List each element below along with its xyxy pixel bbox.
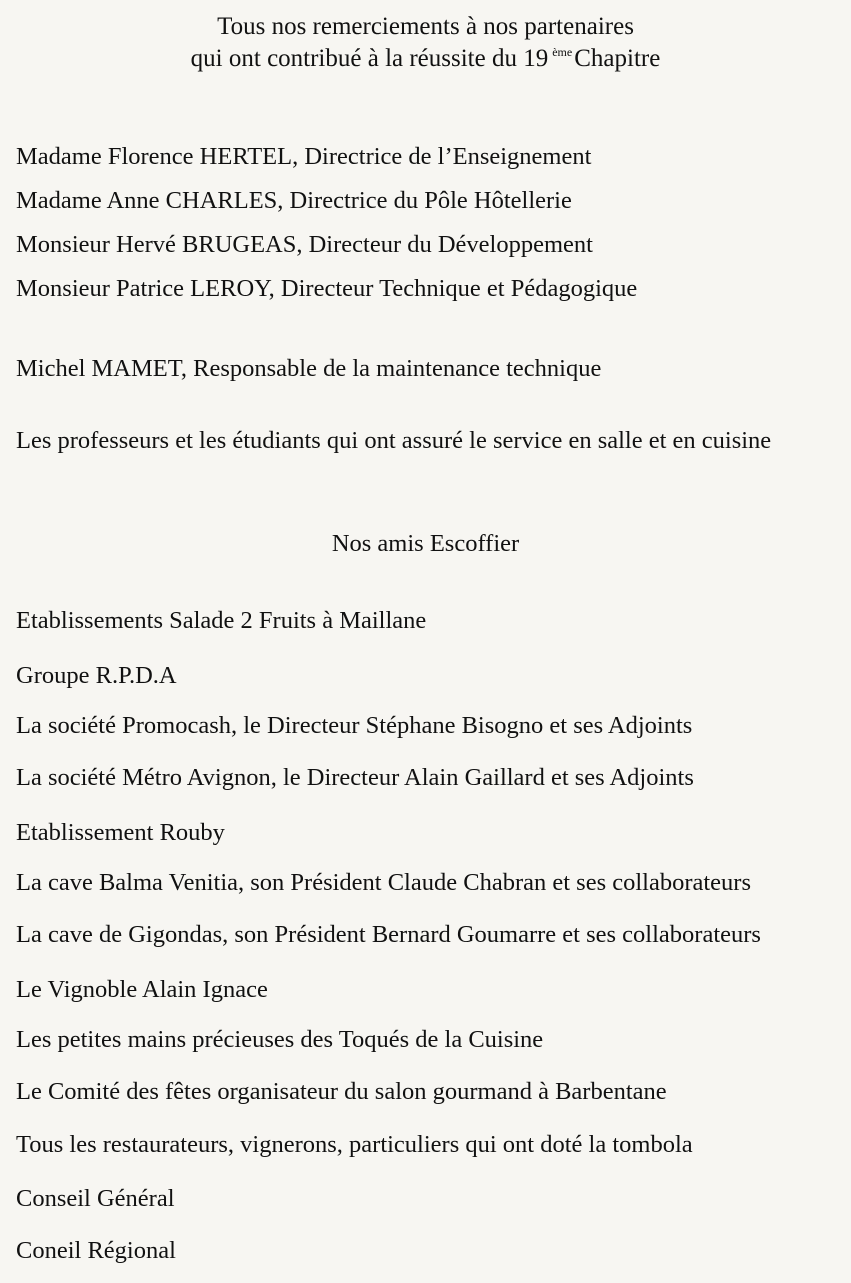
director-line: Monsieur Hervé BRUGEAS, Directeur du Développement — [16, 231, 593, 258]
partner-line: Etablissement Rouby — [16, 819, 225, 846]
header-line-2-text: qui ont contribué à la réussite du 19 — [190, 45, 549, 72]
partner-line: La société Métro Avignon, le Directeur Alain Gaillard et ses Adjoints — [16, 764, 694, 791]
director-line: Madame Florence HERTEL, Directrice de l’Enseignement — [16, 143, 592, 170]
director-line: Monsieur Patrice LEROY, Directeur Technique et Pédagogique — [16, 275, 638, 302]
partner-line: La société Promocash, le Directeur Stéphane Bisogno et ses Adjoints — [16, 712, 693, 739]
header-line-2-end: Chapitre — [574, 45, 661, 72]
partner-line: La cave Balma Venitia, son Président Claude Chabran et ses collaborateurs — [16, 869, 751, 896]
partner-line: Le Vignoble Alain Ignace — [16, 976, 268, 1003]
header-line-2 — [0, 45, 851, 73]
partner-line: La cave de Gigondas, son Président Bernard Goumarre et ses collaborateurs — [16, 921, 761, 948]
staff-line: Les professeurs et les étudiants qui ont assuré le service en salle et en cuisine — [16, 427, 772, 454]
partner-line: Les petites mains précieuses des Toqués de la Cuisine — [16, 1026, 544, 1053]
partner-line: Coneil Régional — [16, 1237, 176, 1264]
partner-line: Tous les restaurateurs, vignerons, particuliers qui ont doté la tombola — [16, 1131, 693, 1158]
header-line-1: Tous nos remerciements à nos partenaires — [217, 13, 634, 40]
partner-line: Conseil Général — [16, 1185, 175, 1212]
maintenance-line: Michel MAMET, Responsable de la maintenance technique — [16, 355, 602, 382]
director-line: Madame Anne CHARLES, Directrice du Pôle Hôtellerie — [16, 187, 572, 214]
partner-line: Groupe R.P.D.A — [16, 662, 177, 689]
friends-title: Nos amis Escoffier — [331, 530, 520, 557]
partner-line: Etablissements Salade 2 Fruits à Maillane — [16, 607, 427, 634]
partner-line: Le Comité des fêtes organisateur du salon gourmand à Barbentane — [16, 1078, 667, 1105]
ordinal-suffix: ème — [552, 45, 573, 59]
